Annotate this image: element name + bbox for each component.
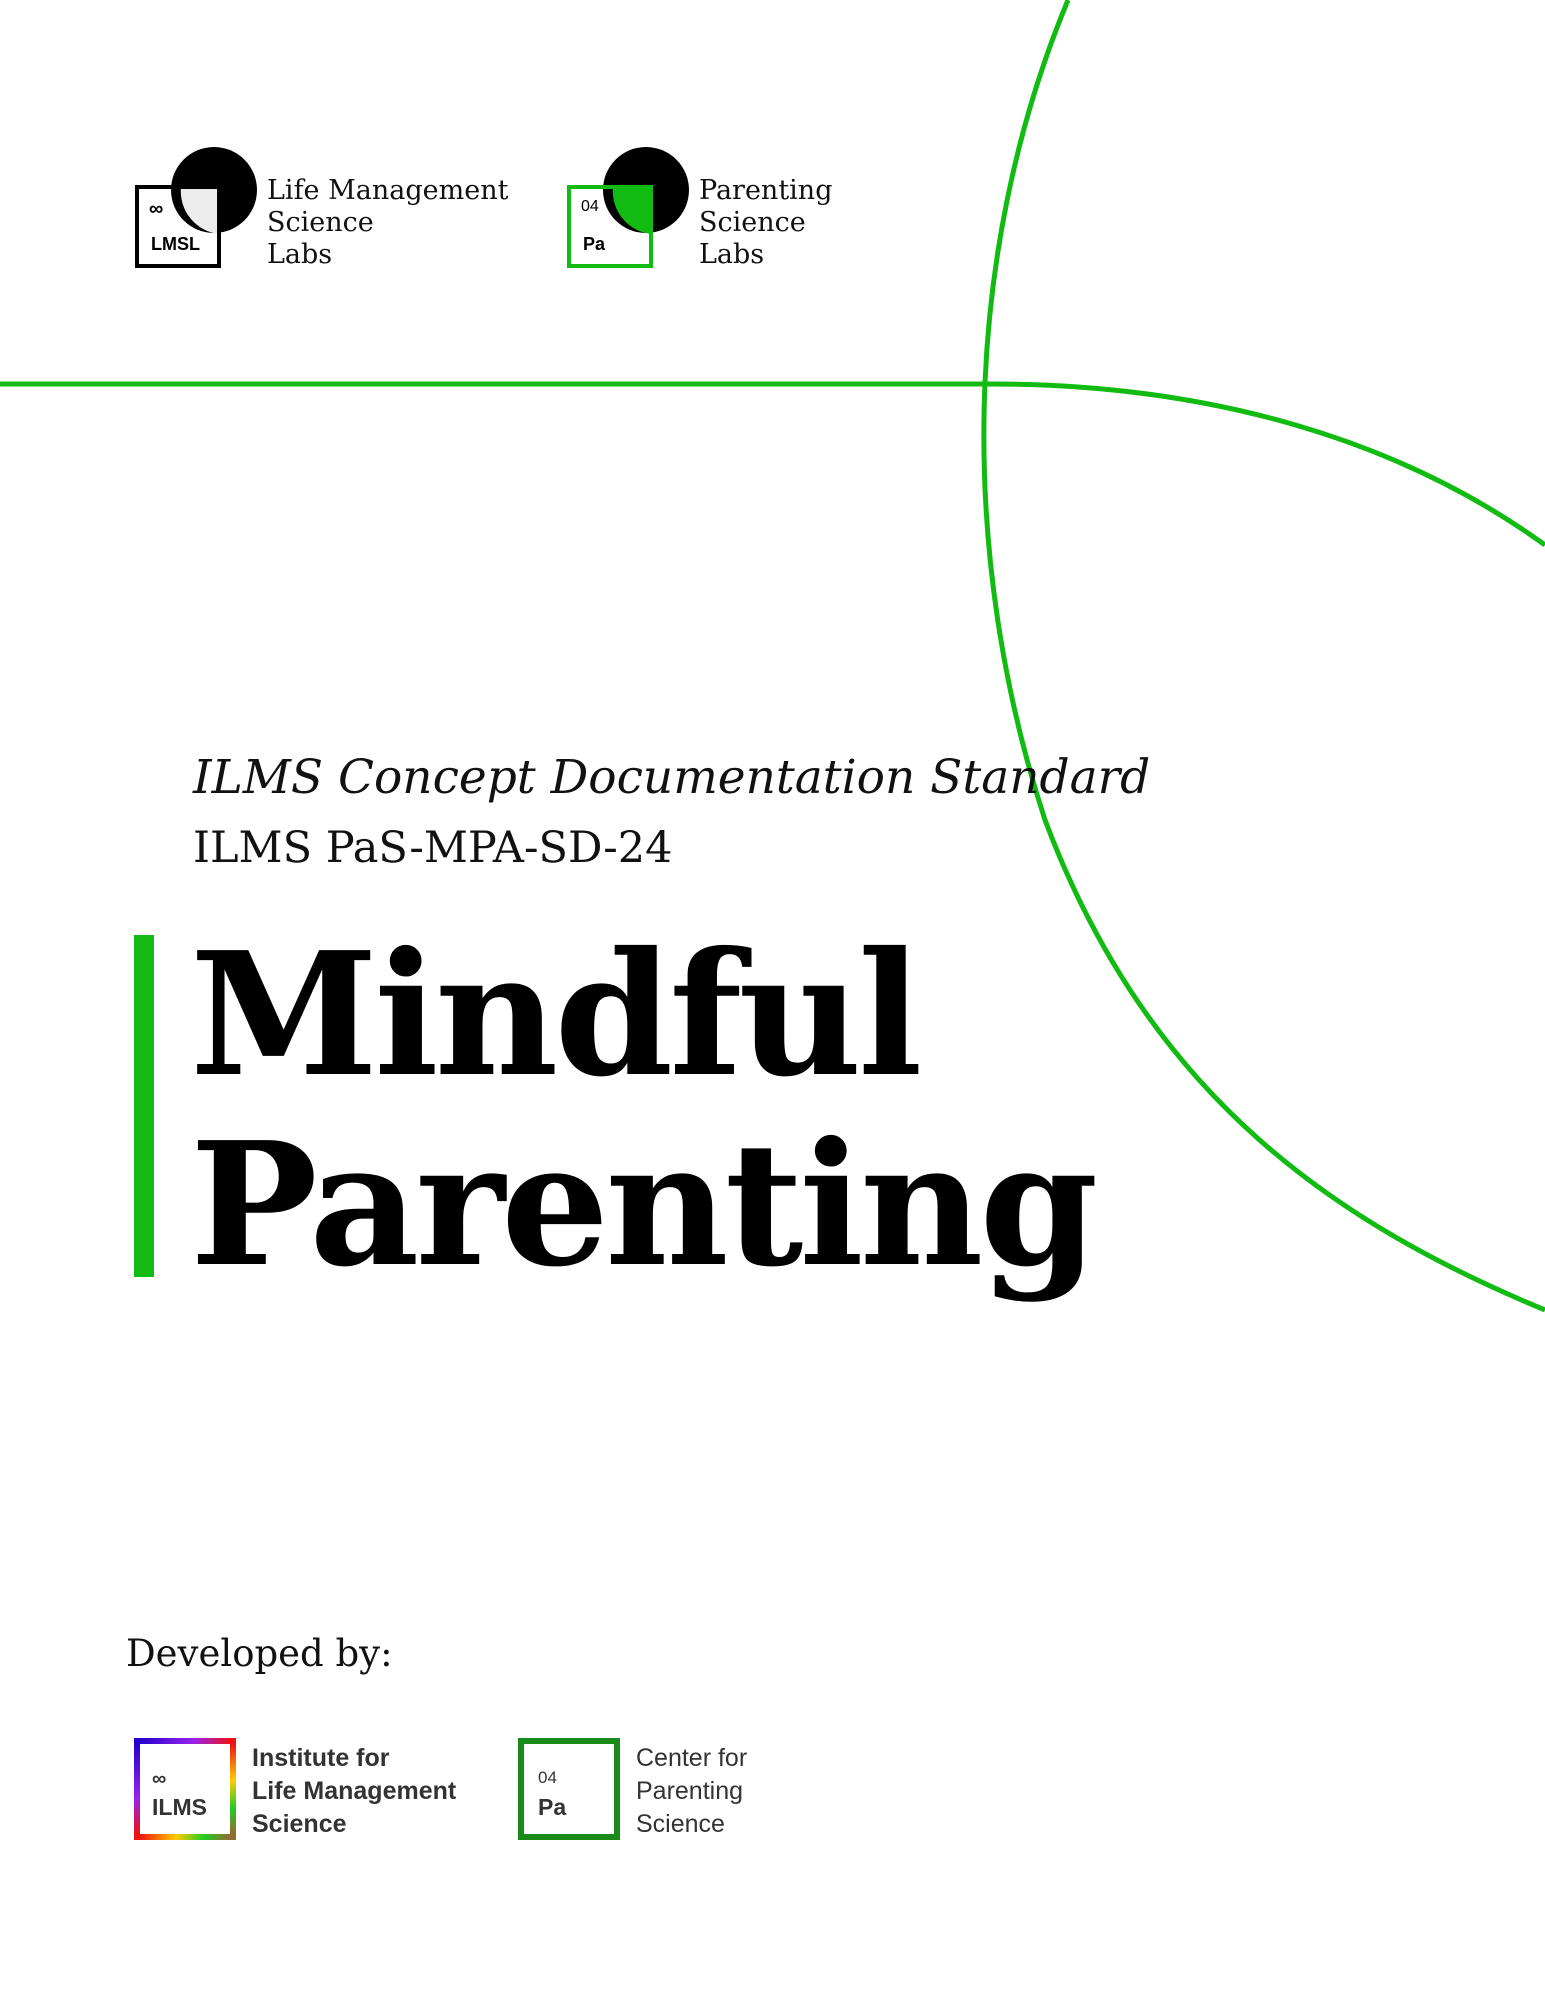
small-green-arc <box>992 384 1545 545</box>
ilms-rainbow-box-icon <box>134 1738 236 1840</box>
document-title <box>190 915 1095 1305</box>
psl-logo <box>566 148 866 278</box>
psl-name-line: Parenting <box>699 175 833 206</box>
cps-green-box-icon <box>518 1738 620 1840</box>
ilms-name-line: Life Management <box>252 1777 457 1805</box>
cps-name-line: Science <box>636 1810 725 1838</box>
psl-box-number: 04 <box>581 198 599 215</box>
ilms-name <box>252 1742 456 1841</box>
cps-name-line: Parenting <box>636 1777 744 1805</box>
ilms-name-line: Science <box>252 1810 347 1838</box>
infinity-icon: ∞ <box>149 198 164 220</box>
psl-name-line: Science <box>699 207 806 238</box>
infinity-icon: ∞ <box>152 1768 167 1790</box>
psl-name-line: Labs <box>699 239 765 270</box>
ilms-name-line: Institute for <box>252 1744 390 1772</box>
document-title-line: Mindful <box>190 915 919 1115</box>
lmsl-name-line: Life Management <box>267 175 509 206</box>
cps-logo <box>518 1738 818 1848</box>
cps-name-line: Center for <box>636 1744 748 1772</box>
lmsl-name-line: Science <box>267 207 374 238</box>
document-title-line: Parenting <box>190 1105 1095 1305</box>
psl-name <box>699 175 832 271</box>
developed-by-label: Developed by: <box>126 1632 393 1675</box>
lmsl-box-code: LMSL <box>151 234 200 254</box>
lmsl-logo <box>134 148 514 278</box>
ilms-box-code: ILMS <box>152 1794 207 1820</box>
lmsl-name-line: Labs <box>267 239 333 270</box>
standard-code: ILMS PaS-MPA-SD-24 <box>193 823 673 873</box>
cps-box-code: Pa <box>538 1794 567 1820</box>
cps-name <box>636 1742 747 1841</box>
ilms-logo <box>134 1738 474 1848</box>
lmsl-name <box>267 175 508 271</box>
standard-title: ILMS Concept Documentation Standard <box>193 750 1151 805</box>
psl-box-code: Pa <box>583 234 606 254</box>
cps-box-number: 04 <box>538 1768 557 1787</box>
title-accent-bar <box>134 935 154 1277</box>
